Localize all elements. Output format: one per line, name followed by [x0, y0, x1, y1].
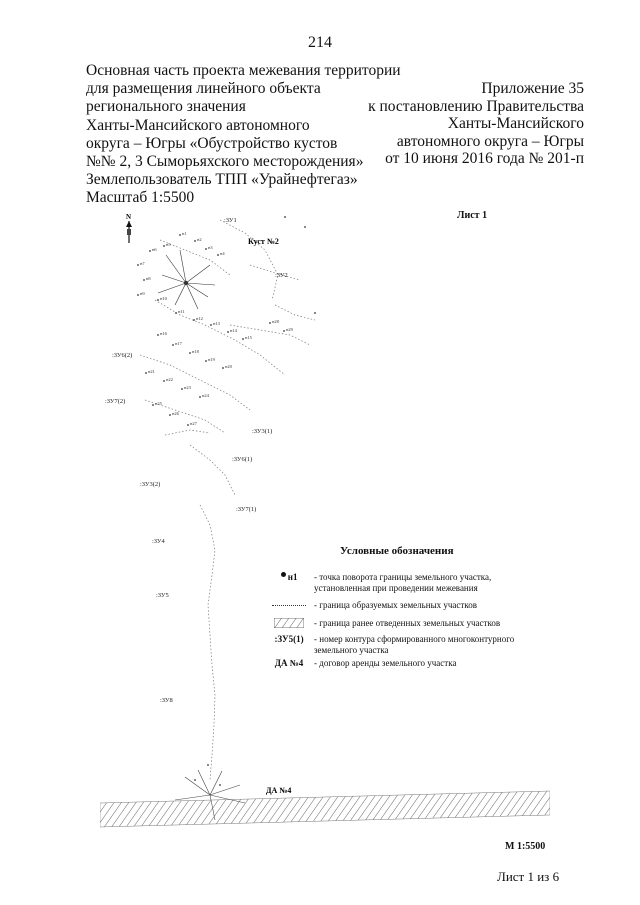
- sheet-footer: Лист 1 из 6: [497, 869, 560, 884]
- contour-label: :ЗУ6(2): [112, 352, 133, 359]
- turning-point-icon: [281, 572, 286, 577]
- allotted-strip: [100, 791, 550, 827]
- sheet-label: Лист 1: [457, 210, 488, 221]
- point-label: н22: [166, 377, 173, 382]
- point-label: н26: [172, 411, 179, 416]
- contour-label: :ЗУ4: [152, 538, 165, 545]
- hatch-swatch-icon: [274, 618, 304, 628]
- title-line: Ханты-Мансийского автономного: [86, 116, 310, 134]
- point-label: н15: [245, 335, 252, 340]
- north-arrow-icon: [126, 213, 132, 243]
- point-label: н21: [148, 369, 155, 374]
- legend-symbol: [266, 572, 312, 583]
- legend-text: - договор аренды земельного участка: [314, 658, 457, 668]
- legend-text: - точка поворота границы земельного участка, установленная при проведении межевания: [314, 572, 492, 593]
- appendix-line: к постановлению Правительства: [368, 97, 584, 115]
- point-label: н12: [196, 316, 203, 321]
- point-label: н1: [182, 231, 187, 236]
- contour-label: :ЗУ7(1): [236, 506, 257, 513]
- contour-label: :ЗУ8: [160, 697, 173, 704]
- title-line: регионального значения: [86, 98, 246, 116]
- point-label: н2: [197, 237, 202, 242]
- point-label: н11: [178, 309, 185, 314]
- scale-line: Масштаб 1:5500: [86, 189, 195, 207]
- document-title-block: [86, 62, 401, 208]
- legend-text: - граница ранее отведенных земельных участков: [314, 618, 501, 628]
- point-label: н8: [146, 276, 151, 281]
- point-label: н9: [140, 291, 145, 296]
- legend-symbol: [266, 618, 312, 631]
- survey-map: [100, 205, 550, 855]
- point-label: н13: [213, 321, 220, 326]
- well-pad-label: Куст №2: [248, 237, 279, 246]
- point-label: н18: [192, 349, 199, 354]
- page-number: 214: [308, 34, 332, 51]
- land-user-line: Землепользователь ТПП «Урайнефтегаз»: [86, 171, 358, 189]
- legend-symbol: :ЗУ5(1): [274, 634, 304, 644]
- contour-label: :ЗУ1: [224, 217, 237, 224]
- legend-text: - граница образуемых земельных участков: [314, 600, 477, 610]
- point-label: н23: [184, 385, 191, 390]
- point-label: н20: [225, 364, 232, 369]
- point-label: н5: [166, 242, 171, 247]
- point-label: н4: [220, 251, 225, 256]
- legend-symbol-label: н1: [287, 572, 298, 582]
- plot-boundaries: [140, 220, 315, 780]
- contour-label: :ЗУ5: [156, 592, 169, 599]
- title-line: №№ 2, 3 Сыморьяхского месторождения»: [86, 153, 364, 171]
- legend-symbol: ДА №4: [274, 658, 304, 668]
- appendix-line: Ханты-Мансийского: [447, 115, 584, 132]
- title-line: для размещения линейного объекта: [86, 80, 321, 98]
- point-label: н14: [230, 328, 237, 333]
- legend-title: Условные обозначения: [340, 545, 454, 557]
- new-boundary-icon: [272, 605, 306, 606]
- map-scale-label: М 1:5500: [505, 841, 546, 852]
- lease-label: ДА №4: [266, 786, 292, 795]
- appendix-line: Приложение 35: [481, 80, 584, 97]
- point-label: н29: [286, 327, 293, 332]
- appendix-block: [352, 80, 584, 168]
- point-label: н10: [160, 296, 167, 301]
- contour-label: :ЗУ3(1): [252, 428, 273, 435]
- point-label: н19: [208, 357, 215, 362]
- appendix-line: автономного округа – Югры: [396, 132, 584, 150]
- point-label: н17: [175, 341, 182, 346]
- legend-text: - номер контура сформированного многоконтурного земельного участка: [314, 634, 515, 655]
- point-label: н28: [272, 319, 279, 324]
- north-label: N: [126, 213, 132, 221]
- point-label: н16: [160, 331, 167, 336]
- contour-label: :ЗУ7(2): [105, 398, 126, 405]
- appendix-line: от 10 июня 2016 года № 201-п: [385, 150, 584, 167]
- point-label: н7: [140, 261, 145, 266]
- title-line: округа – Югры «Обустройство кустов: [86, 134, 338, 152]
- point-label: н24: [202, 393, 209, 398]
- contour-label: :ЗУ6(1): [232, 456, 253, 463]
- title-line: Основная часть проекта межевания территории: [86, 62, 401, 79]
- point-label: н3: [208, 245, 213, 250]
- contour-labels: [105, 217, 288, 704]
- point-label: н25: [155, 401, 162, 406]
- legend-symbol: [266, 600, 312, 611]
- contour-label: :ЗУ2: [275, 272, 288, 279]
- contour-label: :ЗУ3(2): [140, 481, 161, 488]
- point-label: н27: [190, 421, 197, 426]
- point-label: н6: [152, 247, 157, 252]
- turning-points: [140, 231, 294, 426]
